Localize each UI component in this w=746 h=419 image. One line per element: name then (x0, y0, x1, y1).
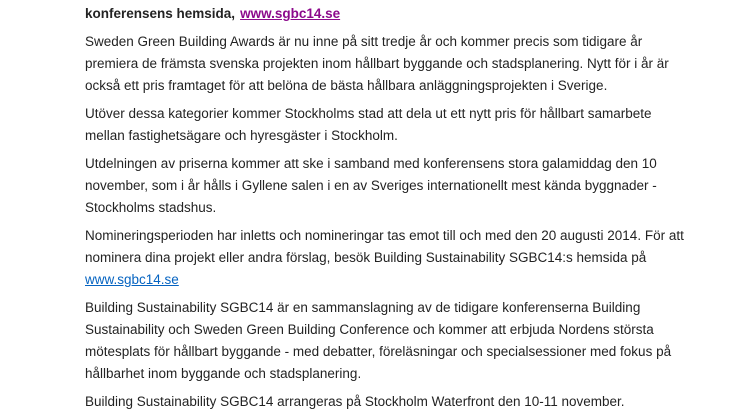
text-line: Utöver dessa kategorier kommer Stockholms stad att dela ut ett nytt pris för hållbart samarbete (85, 106, 652, 121)
text-line: Utdelningen av priserna kommer att ske i samband med konferensens stora galamiddag den 10 (85, 156, 657, 171)
text-line: Sustainability och Sweden Green Building Conference och kommer att erbjuda Nordens största (85, 322, 654, 337)
paragraph-stockholm-prize (85, 103, 706, 147)
intro-bold-text: konferensens hemsida, (85, 6, 236, 21)
intro-visited-link[interactable]: www.sgbc14.se (240, 6, 341, 21)
text-line: november, som i år hålls i Gyllene salen i en av Sveriges internationellt mest kända byggnader - (85, 178, 657, 193)
paragraph-merger (85, 297, 706, 385)
text-line: nominera dina projekt eller andra förslag, besök Building Sustainability SGBC14:s hemsida på (85, 250, 647, 265)
intro-line (85, 3, 706, 25)
text-line: Building Sustainability SGBC14 är en sammanslagning av de tidigare konferenserna Building (85, 300, 641, 315)
text-line: mötesplats för hållbart byggande - med debatter, föreläsningar och specialsessioner med fokus på (85, 344, 672, 359)
paragraph-nomination (85, 225, 706, 291)
paragraph-venue (85, 391, 706, 413)
text-line: mellan fastighetsägare och hyresgäster i Stockholm. (85, 128, 398, 143)
text-line: hållbarhet inom byggande och stadsplanering. (85, 366, 362, 381)
text-line: premiera de främsta svenska projekten inom hållbart byggande och stadsplanering. Nytt för i år är (85, 56, 669, 71)
nomination-hyperlink[interactable]: www.sgbc14.se (85, 272, 179, 287)
text-line: också ett pris framtaget för att belöna de bästa hållbara anläggningsprojekten i Sverige. (85, 78, 608, 93)
paragraph-gala-dinner (85, 153, 706, 219)
paragraph-awards (85, 31, 706, 97)
text-line: Sweden Green Building Awards är nu inne på sitt tredje år och kommer precis som tidigare år (85, 34, 643, 49)
text-line: Building Sustainability SGBC14 arrangeras på Stockholm Waterfront den 10-11 november. (85, 394, 625, 409)
text-line: Stockholms stadshus. (85, 200, 217, 215)
text-line: Nomineringsperioden har inletts och nomineringar tas emot till och med den 20 augusti 2014. För att (85, 228, 684, 243)
